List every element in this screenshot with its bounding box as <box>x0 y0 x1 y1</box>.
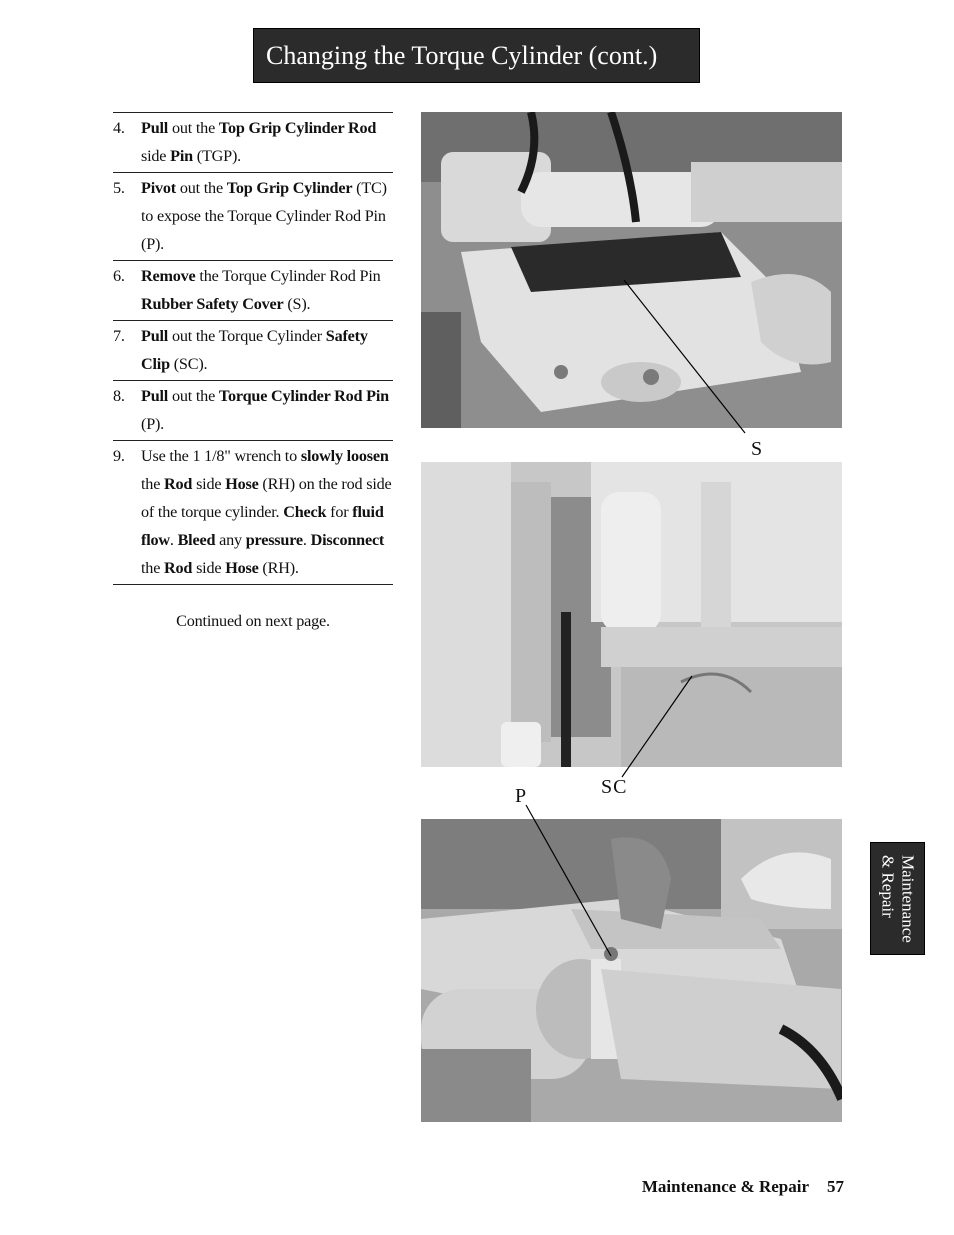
step-emphasis: Hose <box>225 475 259 493</box>
step-emphasis: Top Grip Cylinder <box>226 179 353 197</box>
step-emphasis: Hose <box>225 559 259 577</box>
step-emphasis: Torque Cylinder Rod Pin <box>218 387 389 405</box>
step-emphasis: Pin <box>170 147 193 165</box>
step-fragment: for <box>326 503 353 521</box>
step-emphasis: slowly loosen <box>300 447 389 465</box>
step-emphasis: Safety Clip <box>141 327 368 373</box>
step-fragment: side <box>192 475 226 493</box>
step-emphasis: Rod <box>164 559 193 577</box>
step-number: 6. <box>113 267 125 285</box>
step-number: 5. <box>113 179 125 197</box>
section-tab <box>870 842 925 955</box>
page-footer <box>642 1177 844 1197</box>
step-emphasis: Top Grip Cylinder Rod <box>218 119 377 137</box>
continued-note: Continued on next page. <box>176 612 330 630</box>
step-fragment: (TC) to expose the Torque Cylinder Rod Pin (P). <box>141 179 387 253</box>
step-fragment: (S). <box>283 295 311 313</box>
step-emphasis: Rubber Safety Cover <box>141 295 284 313</box>
step-fragment: . <box>302 531 311 549</box>
step-fragment: out the <box>168 119 219 137</box>
page-number: 57 <box>827 1177 844 1196</box>
step-number: 8. <box>113 387 125 405</box>
step-fragment: Use the 1 1/8" wrench to <box>141 447 301 465</box>
step-fragment: the Torque Cylinder Rod Pin <box>195 267 381 285</box>
step-fragment: side <box>192 559 226 577</box>
step-emphasis: Disconnect <box>310 531 385 549</box>
step-emphasis: pressure <box>245 531 303 549</box>
step-fragment: (RH) on the rod side of the torque cylinder. <box>141 475 392 521</box>
step-fragment: side <box>141 147 171 165</box>
step-fragment: (P). <box>141 415 165 433</box>
step-emphasis: Rod <box>164 475 193 493</box>
step-fragment: (RH). <box>258 559 299 577</box>
step-fragment: out the <box>175 179 227 197</box>
step-emphasis: Pull <box>141 387 169 405</box>
step-emphasis: Bleed <box>177 531 216 549</box>
page-title: Changing the Torque Cylinder (cont.) <box>253 28 700 83</box>
step-emphasis: Pull <box>141 327 169 345</box>
step-emphasis: Check <box>283 503 327 521</box>
step-fragment: . <box>169 531 178 549</box>
section-tab-line2: & Repair <box>878 854 898 918</box>
step-emphasis: Pivot <box>141 179 176 197</box>
step-number: 4. <box>113 119 125 137</box>
step-number: 9. <box>113 447 125 465</box>
step-emphasis: Pull <box>141 119 169 137</box>
step-fragment: out the Torque Cylinder <box>168 327 326 345</box>
footer-section: Maintenance & Repair <box>641 1177 809 1196</box>
callout-sc: SC <box>601 776 628 798</box>
step-fragment: out the <box>168 387 219 405</box>
step-number: 7. <box>113 327 125 345</box>
step-fragment: the <box>141 559 165 577</box>
callout-s: S <box>751 438 763 460</box>
step-fragment: (TGP). <box>192 147 241 165</box>
step-fragment: (SC). <box>169 355 208 373</box>
step-fragment: any <box>215 531 246 549</box>
step-emphasis: Remove <box>141 267 196 285</box>
section-tab-line1: Maintenance <box>898 854 918 943</box>
step-fragment: the <box>141 475 165 493</box>
step-emphasis: fluid flow <box>141 503 384 549</box>
callout-p: P <box>515 785 527 807</box>
